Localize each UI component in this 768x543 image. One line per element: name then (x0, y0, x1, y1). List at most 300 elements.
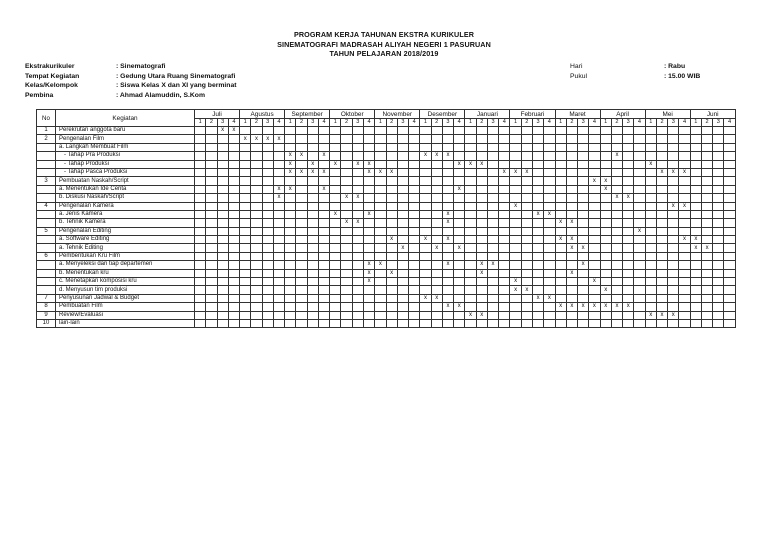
schedule-cell (195, 168, 206, 176)
schedule-cell (206, 278, 217, 286)
schedule-mark: x (386, 168, 397, 176)
schedule-mark: x (386, 236, 397, 244)
schedule-mark: x (623, 303, 634, 311)
schedule-cell (656, 143, 667, 151)
schedule-cell (656, 278, 667, 286)
schedule-mark: x (431, 152, 442, 160)
schedule-cell (228, 278, 239, 286)
schedule-cell (679, 185, 690, 193)
schedule-cell (713, 278, 724, 286)
schedule-cell (476, 252, 487, 260)
schedule-cell (510, 135, 521, 143)
schedule-cell (454, 261, 465, 269)
schedule-cell (296, 185, 307, 193)
schedule-mark: x (363, 168, 374, 176)
activity-label: b. Diskusi Naskah/Script (56, 194, 195, 202)
schedule-cell (679, 252, 690, 260)
schedule-cell (251, 194, 262, 202)
schedule-cell (600, 127, 611, 135)
schedule-cell (499, 269, 510, 277)
schedule-cell (645, 152, 656, 160)
schedule-cell (499, 135, 510, 143)
schedule-cell (285, 269, 296, 277)
week-header: 1 (600, 119, 611, 127)
info-key: Pembina (25, 91, 54, 99)
schedule-cell (701, 219, 712, 227)
schedule-cell (476, 185, 487, 193)
schedule-cell (589, 311, 600, 319)
schedule-cell (431, 219, 442, 227)
schedule-cell (375, 236, 386, 244)
schedule-cell (611, 177, 622, 185)
schedule-cell (611, 269, 622, 277)
schedule-cell (296, 143, 307, 151)
schedule-cell (307, 152, 318, 160)
schedule-cell (701, 185, 712, 193)
schedule-cell (217, 236, 228, 244)
schedule-cell (420, 160, 431, 168)
schedule-mark: x (262, 135, 273, 143)
schedule-cell (409, 143, 420, 151)
schedule-cell (217, 269, 228, 277)
schedule-cell (307, 269, 318, 277)
schedule-cell (431, 236, 442, 244)
schedule-mark: x (600, 177, 611, 185)
schedule-cell (701, 227, 712, 235)
schedule-cell (217, 135, 228, 143)
activity-label: a. Jenis Kamera (56, 210, 195, 218)
schedule-cell (375, 227, 386, 235)
schedule-cell (578, 278, 589, 286)
row-number (37, 210, 56, 218)
schedule-cell (701, 261, 712, 269)
schedule-cell (679, 135, 690, 143)
schedule-cell (578, 311, 589, 319)
schedule-cell (195, 252, 206, 260)
schedule-cell (409, 227, 420, 235)
schedule-cell (442, 227, 453, 235)
schedule-cell (713, 177, 724, 185)
week-header: 3 (578, 119, 589, 127)
schedule-cell (566, 152, 577, 160)
schedule-cell (499, 210, 510, 218)
schedule-cell (578, 168, 589, 176)
schedule-cell (251, 143, 262, 151)
schedule-cell (341, 311, 352, 319)
schedule-cell (330, 127, 341, 135)
schedule-cell (634, 278, 645, 286)
activity-row (37, 210, 736, 218)
schedule-cell (228, 202, 239, 210)
schedule-cell (206, 143, 217, 151)
schedule-cell (589, 160, 600, 168)
schedule-cell (352, 143, 363, 151)
schedule-cell (307, 202, 318, 210)
schedule-cell (386, 278, 397, 286)
schedule-cell (578, 152, 589, 160)
schedule-cell (521, 143, 532, 151)
schedule-cell (318, 269, 329, 277)
schedule-mark: x (510, 278, 521, 286)
schedule-cell (454, 319, 465, 327)
schedule-cell (589, 219, 600, 227)
schedule-cell (566, 286, 577, 294)
schedule-cell (724, 135, 735, 143)
schedule-cell (217, 194, 228, 202)
schedule-cell (296, 135, 307, 143)
schedule-cell (656, 210, 667, 218)
schedule-cell (465, 286, 476, 294)
schedule-mark: x (611, 303, 622, 311)
week-header: 2 (611, 119, 622, 127)
schedule-mark: x (611, 194, 622, 202)
schedule-cell (724, 219, 735, 227)
schedule-cell (476, 303, 487, 311)
schedule-cell (386, 227, 397, 235)
schedule-cell (532, 177, 543, 185)
schedule-cell (611, 143, 622, 151)
schedule-cell (487, 219, 498, 227)
row-number (37, 286, 56, 294)
schedule-cell (375, 185, 386, 193)
schedule-mark: x (656, 311, 667, 319)
schedule-cell (262, 227, 273, 235)
schedule-cell (566, 252, 577, 260)
info-key: Tempat Kegiatan (25, 72, 80, 80)
schedule-cell (623, 252, 634, 260)
schedule-cell (521, 185, 532, 193)
schedule-cell (386, 143, 397, 151)
schedule-cell (454, 252, 465, 260)
schedule-cell (544, 311, 555, 319)
schedule-cell (623, 294, 634, 302)
schedule-cell (262, 202, 273, 210)
schedule-cell (634, 210, 645, 218)
schedule-cell (724, 261, 735, 269)
schedule-cell (679, 261, 690, 269)
schedule-cell (217, 160, 228, 168)
schedule-cell (386, 185, 397, 193)
schedule-cell (228, 168, 239, 176)
schedule-cell (273, 210, 284, 218)
schedule-cell (240, 168, 251, 176)
schedule-mark: x (589, 177, 600, 185)
schedule-cell (206, 168, 217, 176)
schedule-cell (454, 135, 465, 143)
row-number (37, 236, 56, 244)
schedule-cell (645, 127, 656, 135)
schedule-cell (476, 294, 487, 302)
schedule-cell (600, 244, 611, 252)
schedule-cell (555, 294, 566, 302)
schedule-cell (318, 177, 329, 185)
week-header: 3 (442, 119, 453, 127)
schedule-cell (195, 227, 206, 235)
schedule-cell (397, 303, 408, 311)
schedule-cell (487, 252, 498, 260)
schedule-cell (352, 185, 363, 193)
schedule-cell (656, 160, 667, 168)
schedule-cell (409, 160, 420, 168)
schedule-cell (645, 294, 656, 302)
schedule-cell (273, 286, 284, 294)
schedule-cell (578, 319, 589, 327)
schedule-cell (499, 194, 510, 202)
schedule-cell (420, 202, 431, 210)
schedule-cell (341, 244, 352, 252)
schedule-cell (690, 202, 701, 210)
schedule-cell (375, 177, 386, 185)
schedule-mark: x (555, 219, 566, 227)
schedule-cell (386, 303, 397, 311)
schedule-cell (330, 311, 341, 319)
schedule-cell (623, 135, 634, 143)
schedule-cell (318, 311, 329, 319)
schedule-table (36, 109, 736, 328)
schedule-cell (228, 219, 239, 227)
schedule-mark: x (397, 244, 408, 252)
schedule-cell (240, 303, 251, 311)
schedule-cell (386, 261, 397, 269)
schedule-cell (375, 252, 386, 260)
schedule-cell (195, 286, 206, 294)
schedule-cell (307, 252, 318, 260)
schedule-cell (442, 160, 453, 168)
schedule-cell (701, 143, 712, 151)
schedule-cell (634, 177, 645, 185)
week-header: 1 (330, 119, 341, 127)
schedule-cell (228, 252, 239, 260)
schedule-cell (363, 311, 374, 319)
week-header: 4 (679, 119, 690, 127)
schedule-cell (578, 227, 589, 235)
schedule-cell (713, 152, 724, 160)
schedule-cell (409, 303, 420, 311)
schedule-cell (431, 311, 442, 319)
schedule-cell (262, 278, 273, 286)
schedule-cell (397, 252, 408, 260)
schedule-cell (724, 244, 735, 252)
schedule-cell (330, 202, 341, 210)
schedule-cell (690, 261, 701, 269)
title-line-3: TAHUN PELAJARAN 2018/2019 (329, 49, 439, 58)
schedule-cell (375, 319, 386, 327)
schedule-mark: x (668, 168, 679, 176)
schedule-cell (375, 127, 386, 135)
schedule-cell (420, 194, 431, 202)
schedule-cell (262, 286, 273, 294)
schedule-cell (645, 244, 656, 252)
schedule-cell (330, 269, 341, 277)
schedule-cell (634, 160, 645, 168)
schedule-cell (307, 185, 318, 193)
schedule-cell (330, 143, 341, 151)
schedule-cell (634, 194, 645, 202)
activity-row (37, 168, 736, 176)
schedule-cell (228, 160, 239, 168)
schedule-cell (656, 294, 667, 302)
schedule-cell (701, 294, 712, 302)
schedule-cell (611, 252, 622, 260)
schedule-cell (206, 252, 217, 260)
schedule-cell (656, 152, 667, 160)
schedule-cell (307, 227, 318, 235)
schedule-cell (724, 319, 735, 327)
schedule-cell (375, 219, 386, 227)
schedule-cell (409, 152, 420, 160)
schedule-mark: x (578, 244, 589, 252)
activity-label: - Tahap Pra Produksi (56, 152, 195, 160)
schedule-cell (307, 135, 318, 143)
schedule-cell (330, 185, 341, 193)
schedule-cell (217, 219, 228, 227)
schedule-cell (701, 168, 712, 176)
month-header-row (37, 110, 736, 119)
schedule-cell (273, 236, 284, 244)
schedule-cell (273, 160, 284, 168)
schedule-cell (487, 294, 498, 302)
schedule-cell (228, 319, 239, 327)
schedule-cell (476, 227, 487, 235)
schedule-cell (251, 210, 262, 218)
schedule-cell (690, 210, 701, 218)
schedule-cell (499, 244, 510, 252)
schedule-cell (476, 236, 487, 244)
schedule-cell (375, 152, 386, 160)
schedule-cell (352, 311, 363, 319)
schedule-cell (285, 227, 296, 235)
schedule-cell (330, 177, 341, 185)
schedule-cell (240, 294, 251, 302)
schedule-cell (386, 252, 397, 260)
schedule-cell (285, 252, 296, 260)
schedule-cell (206, 236, 217, 244)
month-header-agustus: Agustus (240, 110, 285, 119)
schedule-cell (555, 261, 566, 269)
schedule-cell (442, 311, 453, 319)
schedule-cell (656, 227, 667, 235)
schedule-cell (454, 311, 465, 319)
schedule-cell (420, 286, 431, 294)
week-header: 3 (668, 119, 679, 127)
activity-row (37, 152, 736, 160)
schedule-cell (656, 236, 667, 244)
schedule-cell (510, 185, 521, 193)
schedule-cell (668, 127, 679, 135)
schedule-cell (352, 278, 363, 286)
schedule-cell (600, 269, 611, 277)
schedule-cell (318, 210, 329, 218)
schedule-cell (713, 135, 724, 143)
schedule-cell (690, 278, 701, 286)
schedule-cell (285, 210, 296, 218)
schedule-mark: x (555, 303, 566, 311)
schedule-cell (420, 252, 431, 260)
schedule-mark: x (352, 194, 363, 202)
schedule-cell (566, 168, 577, 176)
schedule-cell (521, 227, 532, 235)
schedule-cell (352, 319, 363, 327)
schedule-cell (363, 219, 374, 227)
schedule-cell (611, 219, 622, 227)
schedule-cell (352, 168, 363, 176)
schedule-cell (386, 177, 397, 185)
schedule-mark: x (296, 152, 307, 160)
schedule-cell (285, 127, 296, 135)
schedule-cell (442, 269, 453, 277)
schedule-cell (352, 261, 363, 269)
schedule-cell (262, 244, 273, 252)
schedule-cell (375, 160, 386, 168)
schedule-cell (532, 236, 543, 244)
schedule-mark: x (273, 185, 284, 193)
schedule-cell (634, 261, 645, 269)
schedule-cell (386, 244, 397, 252)
schedule-cell (465, 303, 476, 311)
schedule-cell (544, 168, 555, 176)
schedule-cell (544, 278, 555, 286)
schedule-cell (375, 143, 386, 151)
schedule-cell (195, 319, 206, 327)
schedule-cell (510, 236, 521, 244)
schedule-cell (656, 261, 667, 269)
schedule-cell (431, 135, 442, 143)
activity-row (37, 311, 736, 319)
activity-row (37, 194, 736, 202)
schedule-cell (555, 286, 566, 294)
schedule-mark: x (487, 261, 498, 269)
schedule-cell (521, 160, 532, 168)
schedule-cell (589, 294, 600, 302)
schedule-cell (240, 236, 251, 244)
schedule-cell (690, 219, 701, 227)
schedule-cell (532, 286, 543, 294)
schedule-cell (206, 303, 217, 311)
schedule-cell (701, 278, 712, 286)
schedule-cell (307, 236, 318, 244)
schedule-cell (375, 202, 386, 210)
schedule-cell (273, 311, 284, 319)
week-header: 3 (262, 119, 273, 127)
schedule-cell (262, 269, 273, 277)
schedule-cell (386, 152, 397, 160)
info-key: Hari (570, 63, 583, 70)
schedule-cell (431, 185, 442, 193)
schedule-cell (195, 127, 206, 135)
schedule-cell (318, 252, 329, 260)
schedule-cell (465, 177, 476, 185)
schedule-cell (499, 261, 510, 269)
schedule-cell (431, 202, 442, 210)
schedule-cell (228, 135, 239, 143)
schedule-cell (273, 143, 284, 151)
activity-label: a. Langkah Membuat Film (56, 143, 195, 151)
schedule-cell (465, 236, 476, 244)
schedule-cell (600, 278, 611, 286)
schedule-cell (307, 261, 318, 269)
row-number (37, 168, 56, 176)
schedule-cell (240, 286, 251, 294)
schedule-cell (600, 194, 611, 202)
schedule-mark: x (521, 168, 532, 176)
schedule-cell (195, 294, 206, 302)
info-value: : Gedung Utara Ruang Sinematografi (116, 72, 236, 80)
schedule-cell (645, 210, 656, 218)
schedule-cell (532, 252, 543, 260)
schedule-cell (240, 219, 251, 227)
schedule-cell (397, 143, 408, 151)
schedule-mark: x (420, 236, 431, 244)
